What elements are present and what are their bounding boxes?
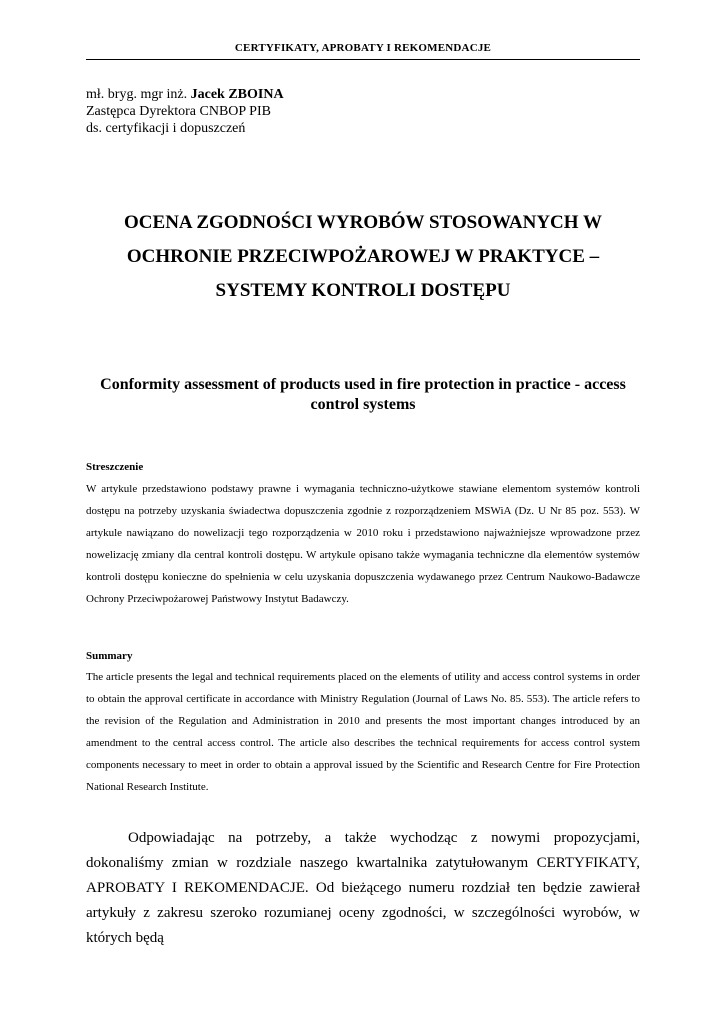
summary-body: The article presents the legal and technical requirements placed on the elements of utility and access control systems in order to obtain the approval certificate in accordance with Ministry Regulation (Journal of Laws No. 85. 553). The article refers to the revision of the Regulation and Administration in 2010 and presents the most important changes introduced by an amendment to the central access control. The article also describes the technical requirements for access control system components necessary to meet in order to obtain a approval issued by the Scientific and Research Centre for Fire Protection National Research Institute. (86, 671, 640, 793)
header-rule (86, 59, 640, 60)
title-polish-line-2: OCHRONIE PRZECIWPOŻAROWEJ W PRAKTYCE – (126, 246, 600, 267)
author-block (86, 86, 284, 137)
title-polish-line-1: OCENA ZGODNOŚCI WYROBÓW STOSOWANYCH W (124, 212, 602, 233)
title-english: Conformity assessment of products used in fire protection in practice - access control systems (100, 376, 626, 413)
author-line (86, 86, 284, 103)
body-paragraph-1: Odpowiadając na potrzeby, a także wychodząc z nowymi propozycjami, dokonaliśmy zmian w rozdziale naszego kwartalnika zatytułowanym CERTYFIKATY, APROBATY I REKOMENDACJE. Od bieżącego numeru rozdział ten będzie zawierał artykuły z zakresu szeroko rozumianej oceny zgodności, w szczególności wyrobów, w których będą (86, 830, 640, 946)
streszczenie-heading: Streszczenie (86, 461, 144, 473)
running-header: CERTYFIKATY, APROBATY I REKOMENDACJE (234, 42, 492, 54)
streszczenie-body: W artykule przedstawiono podstawy prawne i wymagania techniczno-użytkowe stawiane elementom systemów kontroli dostępu na potrzeby uzyskania świadectwa dopuszczenia zgodnie z rozporządzeniem MSWiA (Dz. U Nr 85 poz. 553). W artykule nawiązano do nowelizacji tego rozporządzenia w 2010 roku i przedstawiono najważniejsze wprowadzone przez nowelizację zmiany dla central kontroli dostępu. W artykule opisano także wymagania techniczne dla elementów systemów kontroli dostępu konieczne do spełnienia w celu uzyskania dopuszczenia wydawanego przez Centrum Naukowo-Badawcze Ochrony Przeciwpożarowej Państwowy Instytut Badawczy. (86, 483, 640, 605)
title-polish-line-3: SYSTEMY KONTROLI DOSTĘPU (215, 280, 511, 301)
author-name: Jacek ZBOINA (190, 87, 284, 102)
author-prefix: mł. bryg. mgr inż. (86, 87, 191, 102)
summary-heading: Summary (86, 650, 133, 662)
main-body-text (86, 826, 640, 951)
author-responsibility: ds. certyfikacji i dopuszczeń (86, 121, 246, 136)
author-position: Zastępca Dyrektora CNBOP PIB (86, 104, 271, 119)
title-polish (86, 206, 640, 308)
